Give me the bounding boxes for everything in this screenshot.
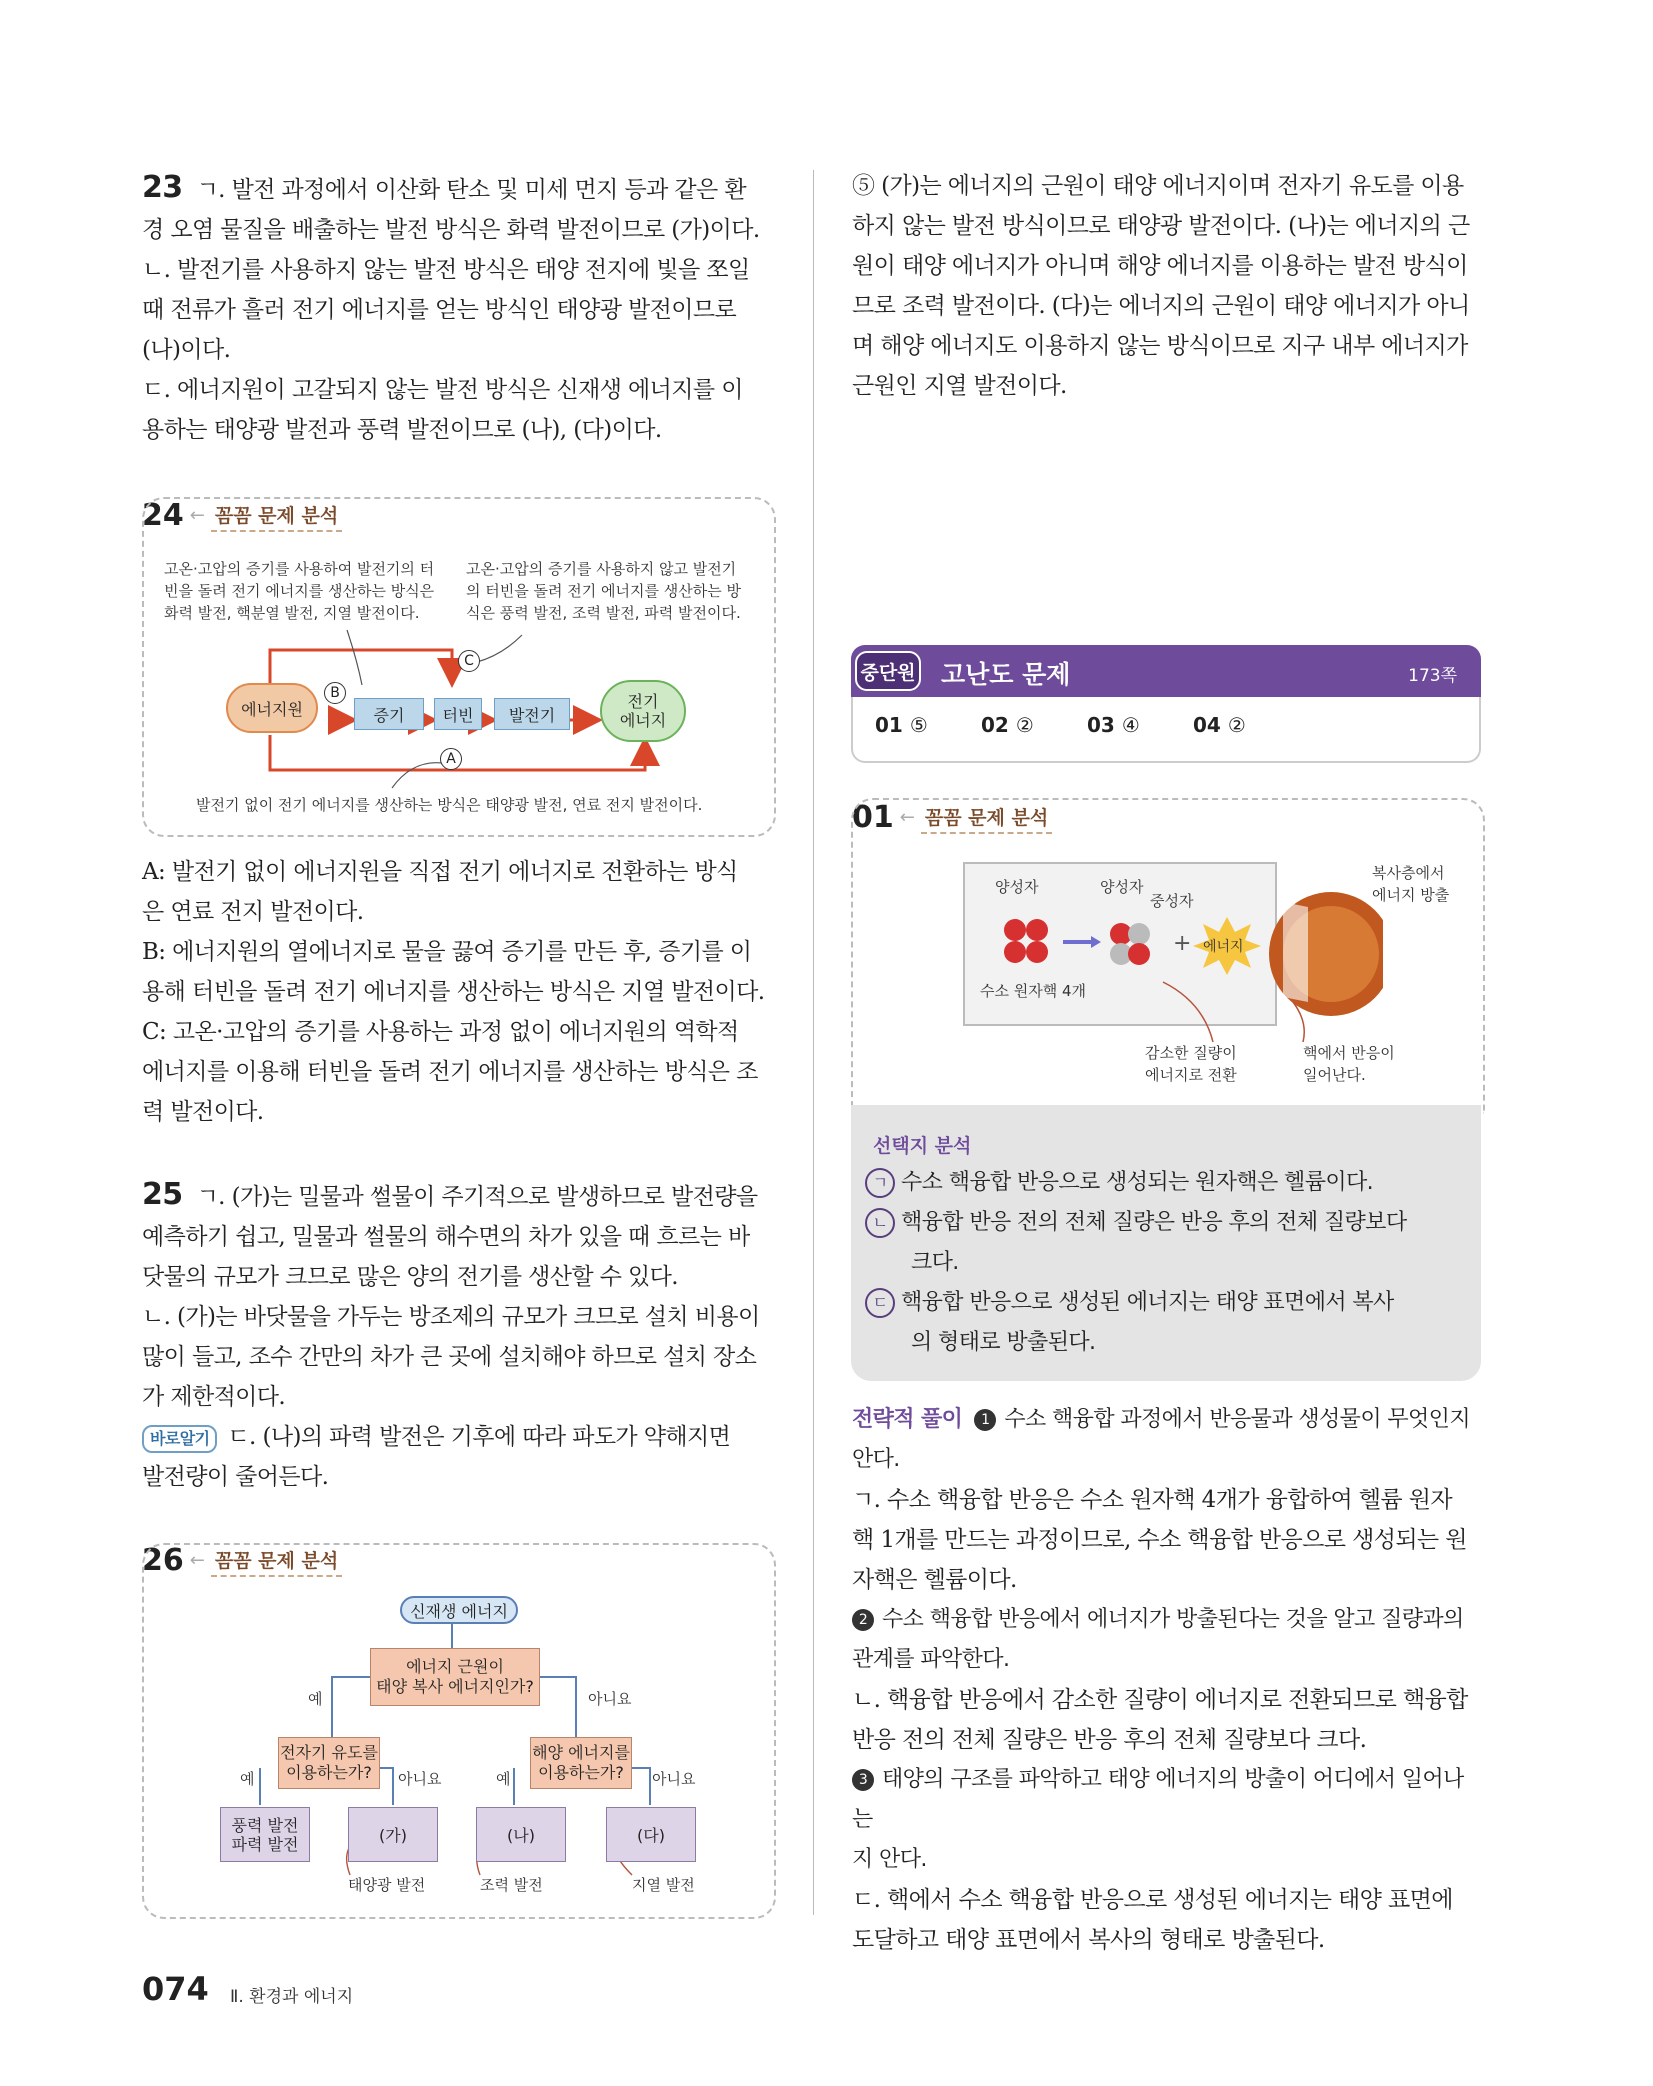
electric-energy-node: 전기 에너지 <box>600 680 686 742</box>
strategy-line: 도달하고 태양 표면에서 복사의 형태로 방출된다. <box>852 1927 1325 1953</box>
tree-leaf-da: (다) <box>606 1807 696 1862</box>
strategy-line: 관계를 파악한다. <box>852 1647 1010 1672</box>
strategy-title: 전략적 풀이 <box>852 1407 963 1432</box>
q23-line: ㄷ. 에너지원이 고갈되지 않는 발전 방식은 신재생 에너지를 이 <box>142 377 743 403</box>
analysis-badge: 꼼꼼 문제 분석 <box>921 801 1052 834</box>
q23-line: 용하는 태양광 발전과 풍력 발전이므로 (나), (다)이다. <box>142 417 662 443</box>
q25-line: 가 제한적이다. <box>142 1384 286 1410</box>
choice-analysis-box <box>851 1105 1481 1381</box>
turbine-node: 터빈 <box>434 698 482 730</box>
step-number: 1 <box>974 1409 996 1431</box>
answer-solar: 태양광 발전 <box>348 1876 426 1894</box>
tree-root: 신재생 에너지 <box>400 1596 518 1624</box>
q25-line: ㄴ. (가)는 바닷물을 가두는 방조제의 규모가 크므로 설치 비용이 <box>142 1304 760 1330</box>
strategy-line: ㄴ. 핵융합 반응에서 감소한 질량이 에너지로 전환되므로 핵융합 <box>852 1687 1468 1713</box>
strategy-line: 반응 전의 전체 질량은 반응 후의 전체 질량보다 크다. <box>852 1727 1367 1753</box>
strategy-line: 자핵은 헬륨이다. <box>852 1567 1017 1593</box>
no-label: 아니요 <box>398 1770 442 1788</box>
q24-note-left: 고온·고압의 증기를 사용하여 발전기의 터 빈을 돌려 전기 에너지를 생산하는 방식은 화력 발전, 핵분열 발전, 지열 발전이다. <box>164 560 435 622</box>
explanation-line: 하지 않는 발전 방식이므로 태양광 발전이다. (나)는 에너지의 근 <box>852 213 1470 239</box>
energy-label: 에너지 <box>1203 939 1244 955</box>
q25-line: 예측하기 쉽고, 밀물과 썰물의 해수면의 차가 있을 때 흐르는 바 <box>142 1224 750 1250</box>
no-label: 아니요 <box>588 1690 632 1708</box>
q24-line: 은 연료 전지 발전이다. <box>142 899 364 925</box>
step-number: 2 <box>852 1609 874 1631</box>
choice-item: ㄷ 핵융합 반응으로 생성된 에너지는 태양 표면에서 복사 <box>865 1283 1394 1323</box>
q24-line: 에너지를 이용해 터빈을 돌려 전기 에너지를 생산하는 방식은 조 <box>142 1059 758 1085</box>
explanation-line: 며 해양 에너지도 이용하지 않는 방식이므로 지구 내부 에너지가 <box>852 333 1468 359</box>
q25-number: 25 <box>142 1177 183 1212</box>
strategy-line: ㄱ. 수소 핵융합 반응은 수소 원자핵 4개가 융합하여 헬륨 원자 <box>852 1487 1452 1513</box>
analysis-badge: 꼼꼼 문제 분석 <box>211 499 342 532</box>
step-number: 3 <box>852 1769 874 1791</box>
explanation-line: ⑤ (가)는 에너지의 근원이 태양 에너지이며 전자기 유도를 이용 <box>852 173 1464 199</box>
no-label: 아니요 <box>652 1770 696 1788</box>
choice-item: ㄱ 수소 핵융합 반응으로 생성되는 원자핵은 헬륨이다. <box>865 1163 1373 1203</box>
nucleus-label: 수소 원자핵 4개 <box>980 982 1087 1000</box>
tree-leaf-wind-wave: 풍력 발전 파력 발전 <box>220 1807 310 1862</box>
tree-question-3: 해양 에너지를 이용하는가? <box>530 1737 632 1789</box>
mass-label: 감소한 질량이 에너지로 전환 <box>1145 1044 1237 1084</box>
proton-label: 양성자 <box>1100 878 1144 896</box>
strategy-block: 전략적 풀이 1 수소 핵융합 과정에서 반응물과 생성물이 무엇인지 안다. ㄱ. 수소 핵융합 반응은 수소 원자핵 4개가 융합하여 헬륨 원자 핵 1개를 만드는 과정이므로, 수소 핵융합 반응으로 생성되는 원 자핵은 헬륨이다. 2 수소 핵융합 반응에서 에너지가 방출된다는 것을 알고 질량과의 관계를 파악한다. ㄴ. 핵융합 반응에서 감소한 질량이 에너지로 전환되므로 핵융합 반응 전의 전체 질량은 반응 후의 전체 질량보다 크다. 3 태양의 구조를 파악하고 태양 에너지의 방출이 어디에서 일어나는 지 안다. ㄷ. 핵에서 수소 핵융합 반응으로 생성된 에너지는 태양 표면에 도달하고 태양 표면에서 복사의 형태로 방출된다. <box>852 1400 1484 1960</box>
arrow-left-icon: ← <box>899 807 915 828</box>
section-page: 173쪽 <box>1408 666 1457 686</box>
section-title: 고난도 문제 <box>941 660 1071 689</box>
q01-number: 01 <box>852 800 894 835</box>
q23-number: 23 <box>142 170 183 205</box>
q24-note-right: 고온·고압의 증기를 사용하지 않고 발전기 의 터빈을 돌려 전기 에너지를 생산하는 방 식은 풍력 발전, 조력 발전, 파력 발전이다. <box>466 560 741 622</box>
energy-source-node: 에너지원 <box>226 683 318 733</box>
choice-title: 선택지 분석 <box>873 1135 972 1157</box>
tree-leaf-ga: (가) <box>348 1807 438 1862</box>
circle-label-c: C <box>458 650 480 672</box>
tree-question-1: 에너지 근원이 태양 복사 에너지인가? <box>370 1648 540 1706</box>
steam-node: 증기 <box>354 698 424 730</box>
q23-line: (나)이다. <box>142 337 231 363</box>
correction-tag: 바로알기 <box>142 1425 217 1453</box>
q24-bottom-note: 발전기 없이 전기 에너지를 생산하는 방식은 태양광 발전, 연료 전지 발전이다. <box>196 796 703 814</box>
q26-explanation <box>852 166 1484 406</box>
answer-item: 03 ④ <box>1087 713 1140 737</box>
answer-item: 02 ② <box>981 713 1034 737</box>
choice-item-cont: 의 형태로 방출된다. <box>911 1330 1096 1355</box>
explanation-line: 므로 조력 발전이다. (다)는 에너지의 근원이 태양 에너지가 아니 <box>852 293 1470 319</box>
q26-number: 26 <box>142 1543 184 1578</box>
explanation-line: 근원인 지열 발전이다. <box>852 373 1067 399</box>
answer-item: 04 ② <box>1193 713 1246 737</box>
circle-label-b: B <box>324 682 346 704</box>
q25-line: 발전량이 줄어든다. <box>142 1464 329 1490</box>
strategy-line: 지 안다. <box>852 1847 927 1872</box>
strategy-line: 핵 1개를 만드는 과정이므로, 수소 핵융합 반응으로 생성되는 원 <box>852 1527 1467 1553</box>
answer-tidal: 조력 발전 <box>480 1876 543 1894</box>
arrow-left-icon: ← <box>189 1550 205 1571</box>
choice-item-cont: 크다. <box>911 1250 959 1275</box>
answer-geothermal: 지열 발전 <box>632 1876 695 1894</box>
tree-leaf-na: (나) <box>476 1807 566 1862</box>
q24-line: A: 발전기 없이 에너지원을 직접 전기 에너지로 전환하는 방식 <box>142 859 738 885</box>
neutron-label: 중성자 <box>1150 892 1194 910</box>
q25-line: ㄷ. (나)의 파력 발전은 기후에 따라 파도가 약해지면 <box>227 1424 731 1450</box>
q24-explanation <box>142 852 774 1132</box>
q25-line: 닷물의 규모가 크므로 많은 양의 전기를 생산할 수 있다. <box>142 1264 678 1290</box>
q24-line: C: 고온·고압의 증기를 사용하는 과정 없이 에너지원의 역학적 <box>142 1019 739 1045</box>
arrow-left-icon: ← <box>189 505 205 526</box>
answer-row <box>851 697 1481 763</box>
footer-section: Ⅱ. 환경과 에너지 <box>230 1987 354 2007</box>
generator-node: 발전기 <box>494 698 570 730</box>
strategy-line: 안다. <box>852 1447 900 1472</box>
answer-item: 01 ⑤ <box>875 713 928 737</box>
q25-line: 많이 들고, 조수 간만의 차가 큰 곳에 설치해야 하므로 설치 장소 <box>142 1344 757 1370</box>
q24-line: 용해 터빈을 돌려 전기 에너지를 생산하는 방식은 지열 발전이다. <box>142 979 765 1005</box>
page-number: 074 <box>142 1970 209 2008</box>
yes-label: 예 <box>240 1770 255 1788</box>
q23-line: ㄴ. 발전기를 사용하지 않는 발전 방식은 태양 전지에 빛을 쪼일 <box>142 257 750 283</box>
q24-number: 24 <box>142 498 184 533</box>
q25-block <box>142 1175 774 1497</box>
choice-item: ㄴ 핵융합 반응 전의 전체 질량은 반응 후의 전체 질량보다 <box>865 1203 1407 1243</box>
q26-tree-lines <box>142 1590 772 1920</box>
q23-line: 경 오염 물질을 배출하는 발전 방식은 화력 발전이므로 (가)이다. <box>142 217 760 243</box>
strategy-line: ㄷ. 핵에서 수소 핵융합 반응으로 생성된 에너지는 태양 표면에 <box>852 1887 1453 1913</box>
proton-label: 양성자 <box>995 878 1039 896</box>
analysis-badge: 꼼꼼 문제 분석 <box>211 1544 342 1577</box>
svg-text:+: + <box>1173 931 1192 956</box>
q24-line: 력 발전이다. <box>142 1099 264 1125</box>
column-divider <box>813 170 814 1915</box>
q23-line: 때 전류가 흘러 전기 에너지를 얻는 방식인 태양광 발전이므로 <box>142 297 737 323</box>
q23-line: ㄱ. 발전 과정에서 이산화 탄소 및 미세 먼지 등과 같은 환 <box>196 177 746 203</box>
radiate-label: 복사층에서 에너지 방출 <box>1372 864 1450 904</box>
section-header-bar <box>851 645 1481 697</box>
q24-line: B: 에너지원의 열에너지로 물을 끓여 증기를 만든 후, 증기를 이 <box>142 939 752 965</box>
yes-label: 예 <box>496 1770 511 1788</box>
circle-label-a: A <box>440 748 462 770</box>
q23-block <box>142 168 774 450</box>
section-tag: 중단원 <box>855 651 921 691</box>
tree-question-2: 전자기 유도를 이용하는가? <box>278 1737 380 1789</box>
q25-line: ㄱ. (가)는 밀물과 썰물이 주기적으로 발생하므로 발전량을 <box>196 1184 758 1210</box>
core-label: 핵에서 반응이 일어난다. <box>1303 1044 1395 1084</box>
explanation-line: 원이 태양 에너지가 아니며 해양 에너지를 이용하는 발전 방식이 <box>852 253 1468 279</box>
yes-label: 예 <box>308 1690 323 1708</box>
